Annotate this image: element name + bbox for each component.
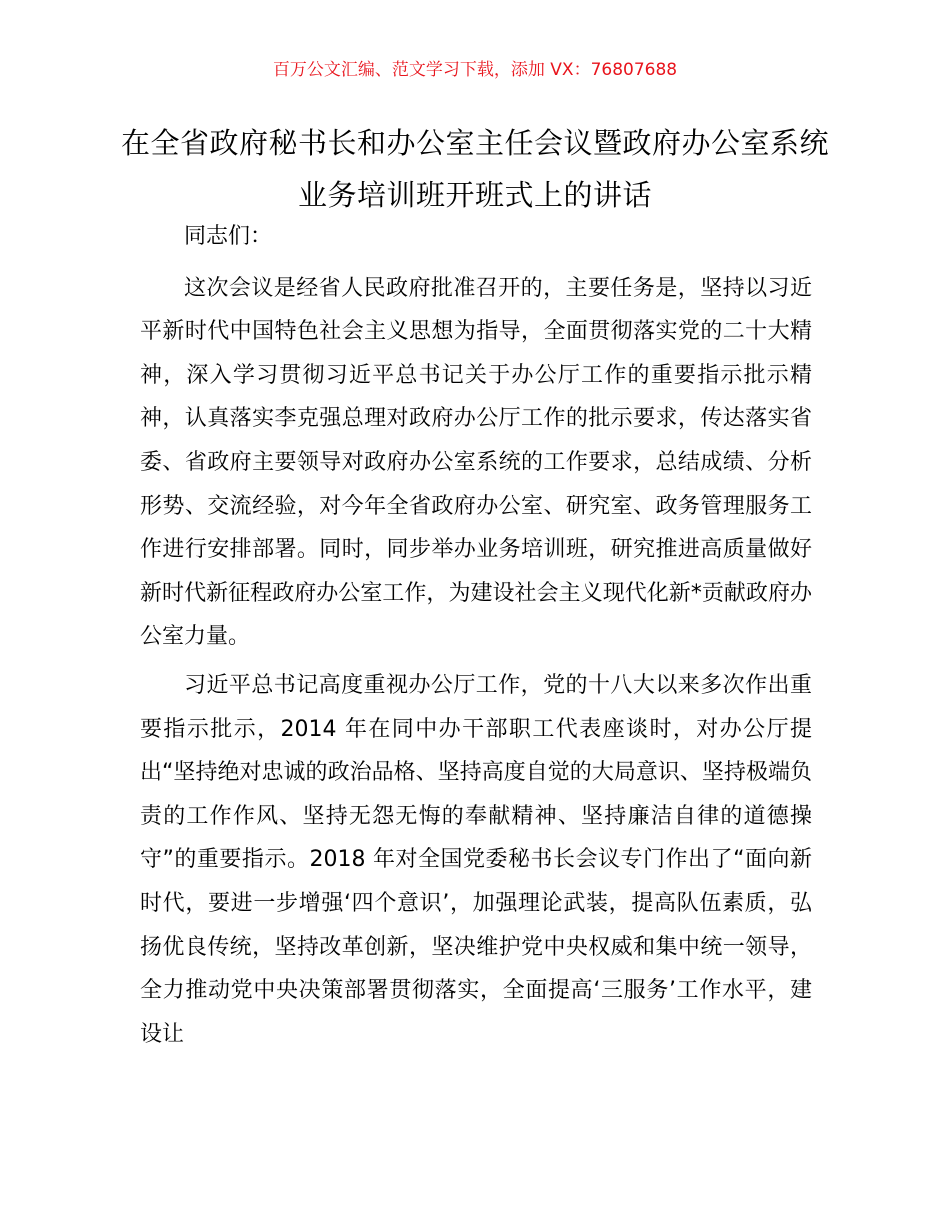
paragraph: 习近平总书记高度重视办公厅工作，党的十八大以来多次作出重要指示批示，2014 年在同中办干部职工代表座谈时，对办公厅提出“坚持绝对忠诚的政治品格、坚持高度自觉的大局意识、坚持极端负责的工作作风、坚持无怨无悔的奉献精神、坚持廉洁自律的道德操守”的重要指示。2018 年对全国党委秘书长会议专门作出了“面向新时代，要进一步增强‘四个意识’，加强理论武装，提高队伍素质，弘扬优良传统，坚持改革创新，坚决维护党中央权威和集中统一领导，全力推动党中央决策部署贯彻落实，全面提高‘三服务’工作水平，建设让: [140, 672, 812, 1047]
document-body: [140, 215, 812, 1061]
salutation: 同志们：: [184, 224, 273, 249]
paragraph: 这次会议是经省人民政府批准召开的，主要任务是，坚持以习近平新时代中国特色社会主义思想为指导，全面贯彻落实党的二十大精神，深入学习贯彻习近平总书记关于办公厅工作的重要指示批示精神，认真落实李克强总理对政府办公厅工作的批示要求，传达落实省委、省政府主要领导对政府办公室系统的工作要求，总结成绩、分析形势、交流经验，对今年全省政府办公室、研究室、政务管理服务工作进行安排部署。同时，同步举办业务培训班，研究推进高质量做好新时代新征程政府办公室工作，为建设社会主义现代化新*贡献政府办公室力量。: [140, 275, 812, 650]
document-title: 在全省政府秘书长和办公室主任会议暨政府办公室系统业务培训班开班式上的讲话: [120, 126, 829, 212]
header-banner: 百万公文汇编、范文学习下载，添加 VX：76807688: [272, 60, 678, 80]
